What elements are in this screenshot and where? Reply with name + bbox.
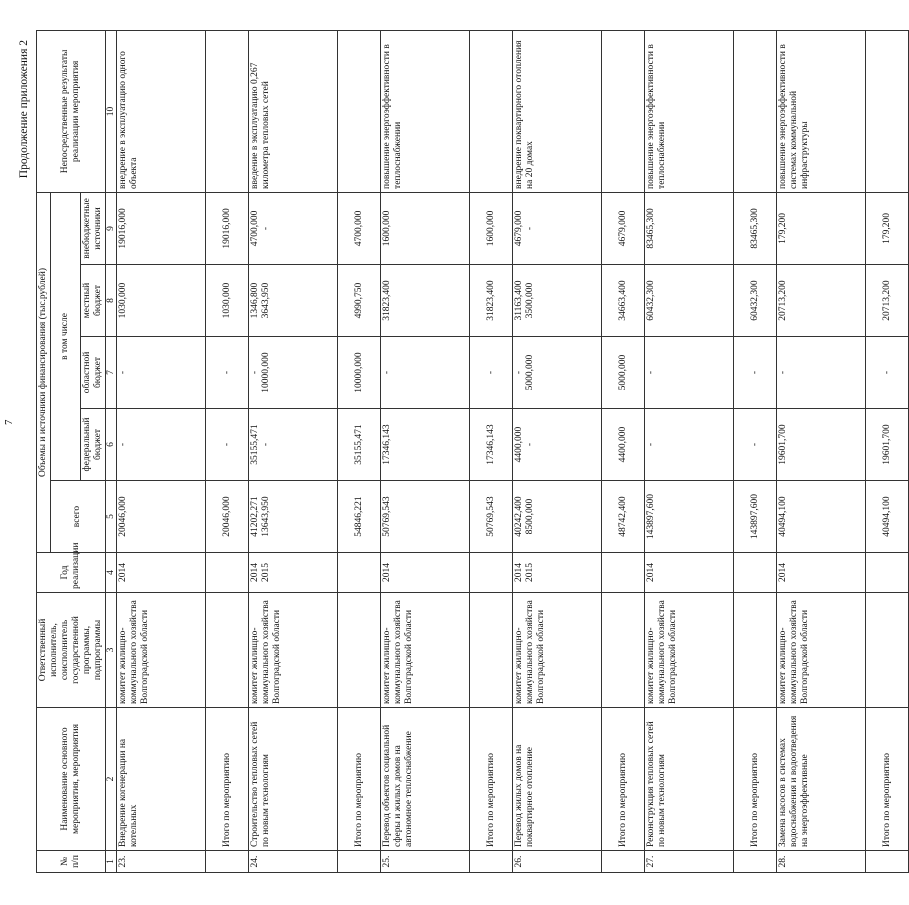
row-year bbox=[381, 553, 470, 593]
subtotal-label: Итого по мероприятию bbox=[470, 708, 513, 851]
subtotal-federal: 4400,000 bbox=[602, 409, 645, 481]
row-year-line: 2014 bbox=[250, 563, 261, 582]
table-body bbox=[117, 30, 909, 872]
subtotal-blank bbox=[470, 553, 513, 593]
subtotal-label: Итого по мероприятию bbox=[602, 708, 645, 851]
subtotal-blank bbox=[734, 851, 777, 873]
subtotal-blank bbox=[338, 30, 381, 192]
row-year-line: 2015 bbox=[525, 563, 536, 582]
header-funding: Объемы и источники финансирования (тыс.рублей) bbox=[37, 192, 51, 552]
row-regional bbox=[381, 337, 470, 409]
subtotal-blank bbox=[338, 851, 381, 873]
row-year-line: 2014 bbox=[778, 563, 789, 582]
subtotal-label: Итого по мероприятию bbox=[338, 708, 381, 851]
subtotal-total: 50769,543 bbox=[470, 481, 513, 553]
subtotal-extra: 179,200 bbox=[866, 192, 909, 264]
header-extra: внебюджетные источники bbox=[80, 192, 105, 264]
col-index: 10 bbox=[105, 30, 117, 192]
subtotal-label: Итого по мероприятию bbox=[734, 708, 777, 851]
subtotal-blank bbox=[470, 851, 513, 873]
row-extra-line: 83465,300 bbox=[646, 208, 657, 249]
subtotal-extra: 1600,000 bbox=[470, 192, 513, 264]
row-number: 25. bbox=[381, 851, 470, 873]
row-federal bbox=[249, 409, 338, 481]
subtotal-extra: 4700,000 bbox=[338, 192, 381, 264]
header-num: № п/п bbox=[37, 851, 106, 873]
subtotal-federal: - bbox=[734, 409, 777, 481]
row-year-line: 2014 bbox=[118, 563, 129, 582]
row-regional-line: 10000,000 bbox=[261, 352, 272, 393]
row-total-line: 143897,600 bbox=[646, 493, 657, 540]
col-index: 1 bbox=[105, 851, 117, 873]
subtotal-regional: - bbox=[866, 337, 909, 409]
row-extra-line: 1600,000 bbox=[382, 210, 393, 247]
subtotal-federal: 19601,700 bbox=[866, 409, 909, 481]
row-regional-line: - bbox=[250, 370, 261, 375]
subtotal-local: 31823,400 bbox=[470, 265, 513, 337]
header-local: местный бюджет bbox=[80, 265, 105, 337]
row-total-line: 13643,950 bbox=[261, 496, 272, 537]
row-federal-line: - bbox=[261, 442, 272, 447]
row-local bbox=[117, 265, 206, 337]
subtotal-local: 20713,200 bbox=[866, 265, 909, 337]
row-regional-line: - bbox=[118, 370, 129, 375]
header-federal: федеральный бюджет bbox=[80, 409, 105, 481]
subtotal-total: 54846,221 bbox=[338, 481, 381, 553]
row-name: Замена насосов в системах водоснабжения и водоотведения на энергоэффективные bbox=[777, 708, 866, 851]
subtotal-blank bbox=[602, 851, 645, 873]
subtotal-local: 4990,750 bbox=[338, 265, 381, 337]
subtotal-total: 143897,600 bbox=[734, 481, 777, 553]
row-name: Строительство тепловых сетей по новым технологиям bbox=[249, 708, 338, 851]
row-year bbox=[777, 553, 866, 593]
col-index: 7 bbox=[105, 337, 117, 409]
subtotal-blank bbox=[206, 30, 249, 192]
row-executor: комитет жилищно-коммунального хозяйства Волгоградской области bbox=[777, 593, 866, 708]
row-extra bbox=[381, 192, 470, 264]
row-regional bbox=[777, 337, 866, 409]
header-result: Непосредственные результаты реализации мероприятия bbox=[37, 30, 106, 192]
row-local bbox=[645, 265, 734, 337]
row-year bbox=[513, 553, 602, 593]
row-regional-line: - bbox=[514, 370, 525, 375]
subtotal-extra: 83465,300 bbox=[734, 192, 777, 264]
row-total bbox=[513, 481, 602, 553]
subtotal-extra: 4679,000 bbox=[602, 192, 645, 264]
subtotal-regional: - bbox=[206, 337, 249, 409]
subtotal-extra: 19016,000 bbox=[206, 192, 249, 264]
row-year bbox=[249, 553, 338, 593]
row-local-line: 60432,300 bbox=[646, 280, 657, 321]
row-result: введение в эксплуатацию 0,267 километра тепловых сетей bbox=[249, 30, 338, 192]
subtotal-total: 40494,100 bbox=[866, 481, 909, 553]
col-index: 4 bbox=[105, 553, 117, 593]
subtotal-blank bbox=[206, 553, 249, 593]
col-index: 5 bbox=[105, 481, 117, 553]
row-year-line: 2014 bbox=[646, 563, 657, 582]
row-regional-line: - bbox=[382, 370, 393, 375]
row-local-line: 31163,400 bbox=[514, 280, 525, 321]
row-total bbox=[249, 481, 338, 553]
subtotal-blank bbox=[602, 30, 645, 192]
row-federal-line: - bbox=[646, 442, 657, 447]
col-index: 2 bbox=[105, 708, 117, 851]
row-federal bbox=[513, 409, 602, 481]
table-row bbox=[513, 30, 602, 872]
subtotal-blank bbox=[866, 851, 909, 873]
row-local-line: 20713,200 bbox=[778, 280, 789, 321]
row-total bbox=[117, 481, 206, 553]
subtotal-row bbox=[470, 30, 513, 872]
subtotal-blank bbox=[866, 30, 909, 192]
row-total-line: 20046,000 bbox=[118, 496, 129, 537]
subtotal-federal: 35155,471 bbox=[338, 409, 381, 481]
subtotal-blank bbox=[470, 593, 513, 708]
subtotal-label: Итого по мероприятию bbox=[866, 708, 909, 851]
row-executor: комитет жилищно-коммунального хозяйства Волгоградской области bbox=[381, 593, 470, 708]
subtotal-row bbox=[734, 30, 777, 872]
row-local-line: 3643,950 bbox=[261, 282, 272, 319]
row-federal-line: 19601,700 bbox=[778, 424, 789, 465]
row-regional-line: - bbox=[646, 370, 657, 375]
subtotal-blank bbox=[602, 553, 645, 593]
header-including: в том числе bbox=[50, 192, 80, 480]
subtotal-local: 34663,400 bbox=[602, 265, 645, 337]
row-name: Перевод жилых домов на поквартирное отопление bbox=[513, 708, 602, 851]
subtotal-local: 1030,000 bbox=[206, 265, 249, 337]
row-number: 24. bbox=[249, 851, 338, 873]
subtotal-blank bbox=[734, 553, 777, 593]
row-executor: комитет жилищно-коммунального хозяйства Волгоградской области bbox=[645, 593, 734, 708]
row-total-line: 40242,400 bbox=[514, 496, 525, 537]
row-regional-line: 5000,000 bbox=[525, 354, 536, 391]
table-row bbox=[249, 30, 338, 872]
subtotal-blank bbox=[206, 593, 249, 708]
table-row bbox=[117, 30, 206, 872]
row-extra bbox=[249, 192, 338, 264]
subtotal-blank bbox=[206, 851, 249, 873]
row-local-line: 3500,000 bbox=[525, 282, 536, 319]
row-extra-line: - bbox=[525, 226, 536, 231]
row-extra-line: 179,200 bbox=[778, 213, 789, 244]
row-regional bbox=[249, 337, 338, 409]
row-extra bbox=[645, 192, 734, 264]
row-total-line: 40494,100 bbox=[778, 496, 789, 537]
row-extra-line: - bbox=[261, 226, 272, 231]
row-year-line: 2014 bbox=[382, 563, 393, 582]
subtotal-blank bbox=[734, 30, 777, 192]
col-index: 8 bbox=[105, 265, 117, 337]
row-federal bbox=[645, 409, 734, 481]
row-year bbox=[117, 553, 206, 593]
row-extra-line: 4679,000 bbox=[514, 210, 525, 247]
row-local bbox=[381, 265, 470, 337]
funding-table bbox=[36, 30, 909, 873]
page-number: 7 bbox=[3, 419, 15, 425]
row-number: 23. bbox=[117, 851, 206, 873]
row-name: Внедрение когенерации на котельных bbox=[117, 708, 206, 851]
row-executor: комитет жилищно-коммунального хозяйства Волгоградской области bbox=[513, 593, 602, 708]
row-result: повышение энергоэффективности в теплоснабжении bbox=[645, 30, 734, 192]
row-number: 27. bbox=[645, 851, 734, 873]
row-federal-line: 17346,143 bbox=[382, 424, 393, 465]
row-local-line: 31823,400 bbox=[382, 280, 393, 321]
row-extra-line: 19016,000 bbox=[118, 208, 129, 249]
col-index: 6 bbox=[105, 409, 117, 481]
subtotal-regional: 5000,000 bbox=[602, 337, 645, 409]
subtotal-federal: - bbox=[206, 409, 249, 481]
row-total-line: 50769,543 bbox=[382, 496, 393, 537]
subtotal-blank bbox=[734, 593, 777, 708]
col-index: 9 bbox=[105, 192, 117, 264]
row-executor: комитет жилищно-коммунального хозяйства Волгоградской области bbox=[117, 593, 206, 708]
subtotal-regional: - bbox=[470, 337, 513, 409]
header-executor: Ответственный исполнитель, соисполнитель государственной программы, подпрограммы bbox=[37, 593, 106, 708]
row-federal bbox=[117, 409, 206, 481]
subtotal-blank bbox=[338, 593, 381, 708]
row-result: внедрение поквартирного отопления на 20 домах bbox=[513, 30, 602, 192]
row-regional-line: - bbox=[778, 370, 789, 375]
subtotal-label: Итого по мероприятию bbox=[206, 708, 249, 851]
row-local-line: 1030,000 bbox=[118, 282, 129, 319]
subtotal-blank bbox=[470, 30, 513, 192]
subtotal-blank bbox=[866, 593, 909, 708]
subtotal-blank bbox=[602, 593, 645, 708]
subtotal-federal: 17346,143 bbox=[470, 409, 513, 481]
row-local-line: 1346,800 bbox=[250, 282, 261, 319]
row-total-line: 8500,000 bbox=[525, 498, 536, 535]
subtotal-total: 48742,400 bbox=[602, 481, 645, 553]
row-total bbox=[381, 481, 470, 553]
row-federal-line: 4400,000 bbox=[514, 426, 525, 463]
row-extra bbox=[117, 192, 206, 264]
row-total bbox=[777, 481, 866, 553]
row-federal bbox=[381, 409, 470, 481]
continuation-caption: Продолжение приложения 2 bbox=[18, 40, 30, 179]
subtotal-row bbox=[338, 30, 381, 872]
row-year-line: 2015 bbox=[261, 563, 272, 582]
subtotal-regional: - bbox=[734, 337, 777, 409]
table-row bbox=[381, 30, 470, 872]
subtotal-row bbox=[866, 30, 909, 872]
row-local bbox=[777, 265, 866, 337]
row-name: Перевод объектов социальной сферы и жилых домов на автономное теплоснабжение bbox=[381, 708, 470, 851]
subtotal-row bbox=[602, 30, 645, 872]
row-result: внедрение в эксплуатацию одного объекта bbox=[117, 30, 206, 192]
row-regional bbox=[117, 337, 206, 409]
row-extra-line: 4700,000 bbox=[250, 210, 261, 247]
row-result: повышение энергоэффективности в теплоснабжении bbox=[381, 30, 470, 192]
header-regional: областной бюджет bbox=[80, 337, 105, 409]
row-federal-line: - bbox=[118, 442, 129, 447]
subtotal-local: 60432,300 bbox=[734, 265, 777, 337]
subtotal-row bbox=[206, 30, 249, 872]
row-federal-line: - bbox=[525, 442, 536, 447]
subtotal-blank bbox=[866, 553, 909, 593]
col-index: 3 bbox=[105, 593, 117, 708]
row-executor: комитет жилищно-коммунального хозяйства Волгоградской области bbox=[249, 593, 338, 708]
row-local bbox=[249, 265, 338, 337]
row-year-line: 2014 bbox=[514, 563, 525, 582]
subtotal-blank bbox=[338, 553, 381, 593]
column-index-row bbox=[105, 30, 117, 872]
row-regional bbox=[645, 337, 734, 409]
table-row bbox=[645, 30, 734, 872]
header-year: Год реализации bbox=[37, 553, 106, 593]
row-federal-line: 35155,471 bbox=[250, 424, 261, 465]
header-name: Наименование основного мероприятия, мероприятия bbox=[37, 708, 106, 851]
row-total bbox=[645, 481, 734, 553]
row-number: 26. bbox=[513, 851, 602, 873]
row-result: повышение энергоэффективности в системах коммунальной инфраструктуры bbox=[777, 30, 866, 192]
table-row bbox=[777, 30, 866, 872]
row-extra bbox=[513, 192, 602, 264]
row-number: 28. bbox=[777, 851, 866, 873]
row-extra bbox=[777, 192, 866, 264]
header-total: всего bbox=[50, 481, 105, 553]
row-total-line: 41202,271 bbox=[250, 496, 261, 537]
row-year bbox=[645, 553, 734, 593]
row-name: Реконструкция тепловых сетей по новым технологиям bbox=[645, 708, 734, 851]
row-regional bbox=[513, 337, 602, 409]
subtotal-regional: 10000,000 bbox=[338, 337, 381, 409]
subtotal-total: 20046,000 bbox=[206, 481, 249, 553]
row-federal bbox=[777, 409, 866, 481]
row-local bbox=[513, 265, 602, 337]
